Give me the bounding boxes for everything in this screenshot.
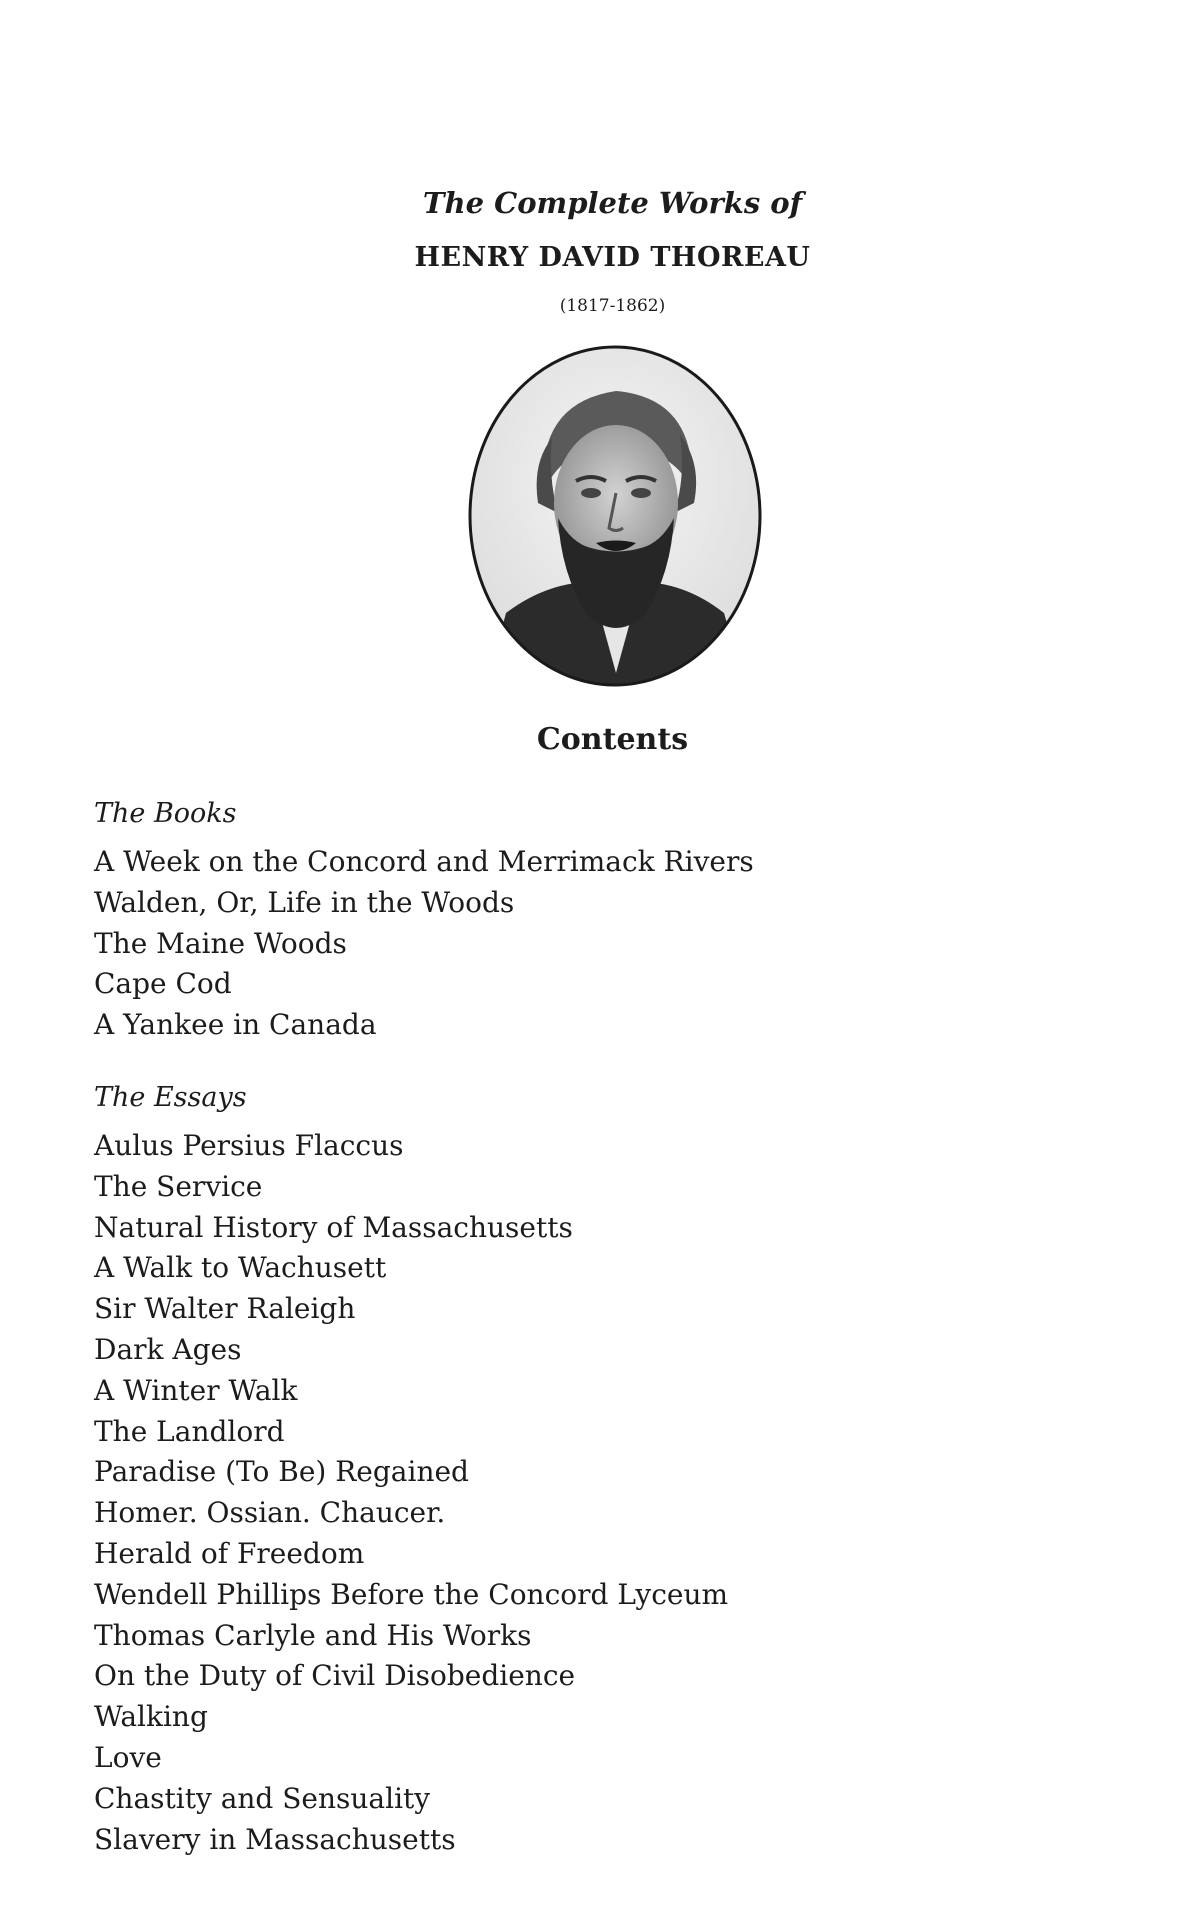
essay-link[interactable]: On the Duty of Civil Disobedience	[94, 1659, 576, 1693]
essay-link[interactable]: Wendell Phillips Before the Concord Lyceum	[94, 1577, 729, 1611]
books-list	[94, 842, 754, 1046]
essays-list	[94, 1126, 728, 1860]
author-name: HENRY DAVID THOREAU	[414, 242, 811, 273]
essay-link[interactable]: Natural History of Massachusetts	[94, 1210, 573, 1244]
essay-link[interactable]: A Winter Walk	[94, 1373, 298, 1407]
essay-link[interactable]: Slavery in Massachusetts	[94, 1822, 456, 1856]
essay-link[interactable]: Chastity and Sensuality	[94, 1781, 431, 1815]
book-link[interactable]: A Week on the Concord and Merrimack Rivers	[94, 845, 754, 878]
essays-section	[94, 1078, 728, 1860]
author-dates: (1817-1862)	[559, 296, 666, 316]
contents-heading: Contents	[536, 722, 689, 757]
book-link[interactable]: Cape Cod	[94, 967, 232, 1001]
essay-link[interactable]: Dark Ages	[94, 1332, 242, 1366]
books-label: The Books	[94, 798, 237, 829]
essay-link[interactable]: Aulus Persius Flaccus	[94, 1129, 404, 1162]
essay-link[interactable]: Paradise (To Be) Regained	[94, 1455, 469, 1489]
essay-link[interactable]: A Walk to Wachusett	[94, 1251, 387, 1285]
essay-link[interactable]: Sir Walter Raleigh	[94, 1292, 356, 1326]
essay-link[interactable]: Herald of Freedom	[94, 1536, 365, 1570]
author-portrait	[466, 343, 764, 689]
essay-link[interactable]: The Service	[94, 1169, 263, 1203]
essay-link[interactable]: Love	[94, 1740, 162, 1774]
essay-link[interactable]: Homer. Ossian. Chaucer.	[94, 1496, 446, 1530]
essays-label: The Essays	[94, 1082, 247, 1113]
book-link[interactable]: A Yankee in Canada	[94, 1008, 377, 1042]
book-link[interactable]: Walden, Or, Life in the Woods	[94, 885, 515, 919]
essay-link[interactable]: The Landlord	[94, 1414, 285, 1448]
author-portrait-icon	[466, 343, 764, 689]
book-link[interactable]: The Maine Woods	[94, 926, 347, 960]
books-section	[94, 794, 754, 1046]
series-title: The Complete Works of	[422, 186, 803, 220]
essay-link[interactable]: Walking	[94, 1700, 208, 1734]
essay-link[interactable]: Thomas Carlyle and His Works	[94, 1618, 532, 1652]
